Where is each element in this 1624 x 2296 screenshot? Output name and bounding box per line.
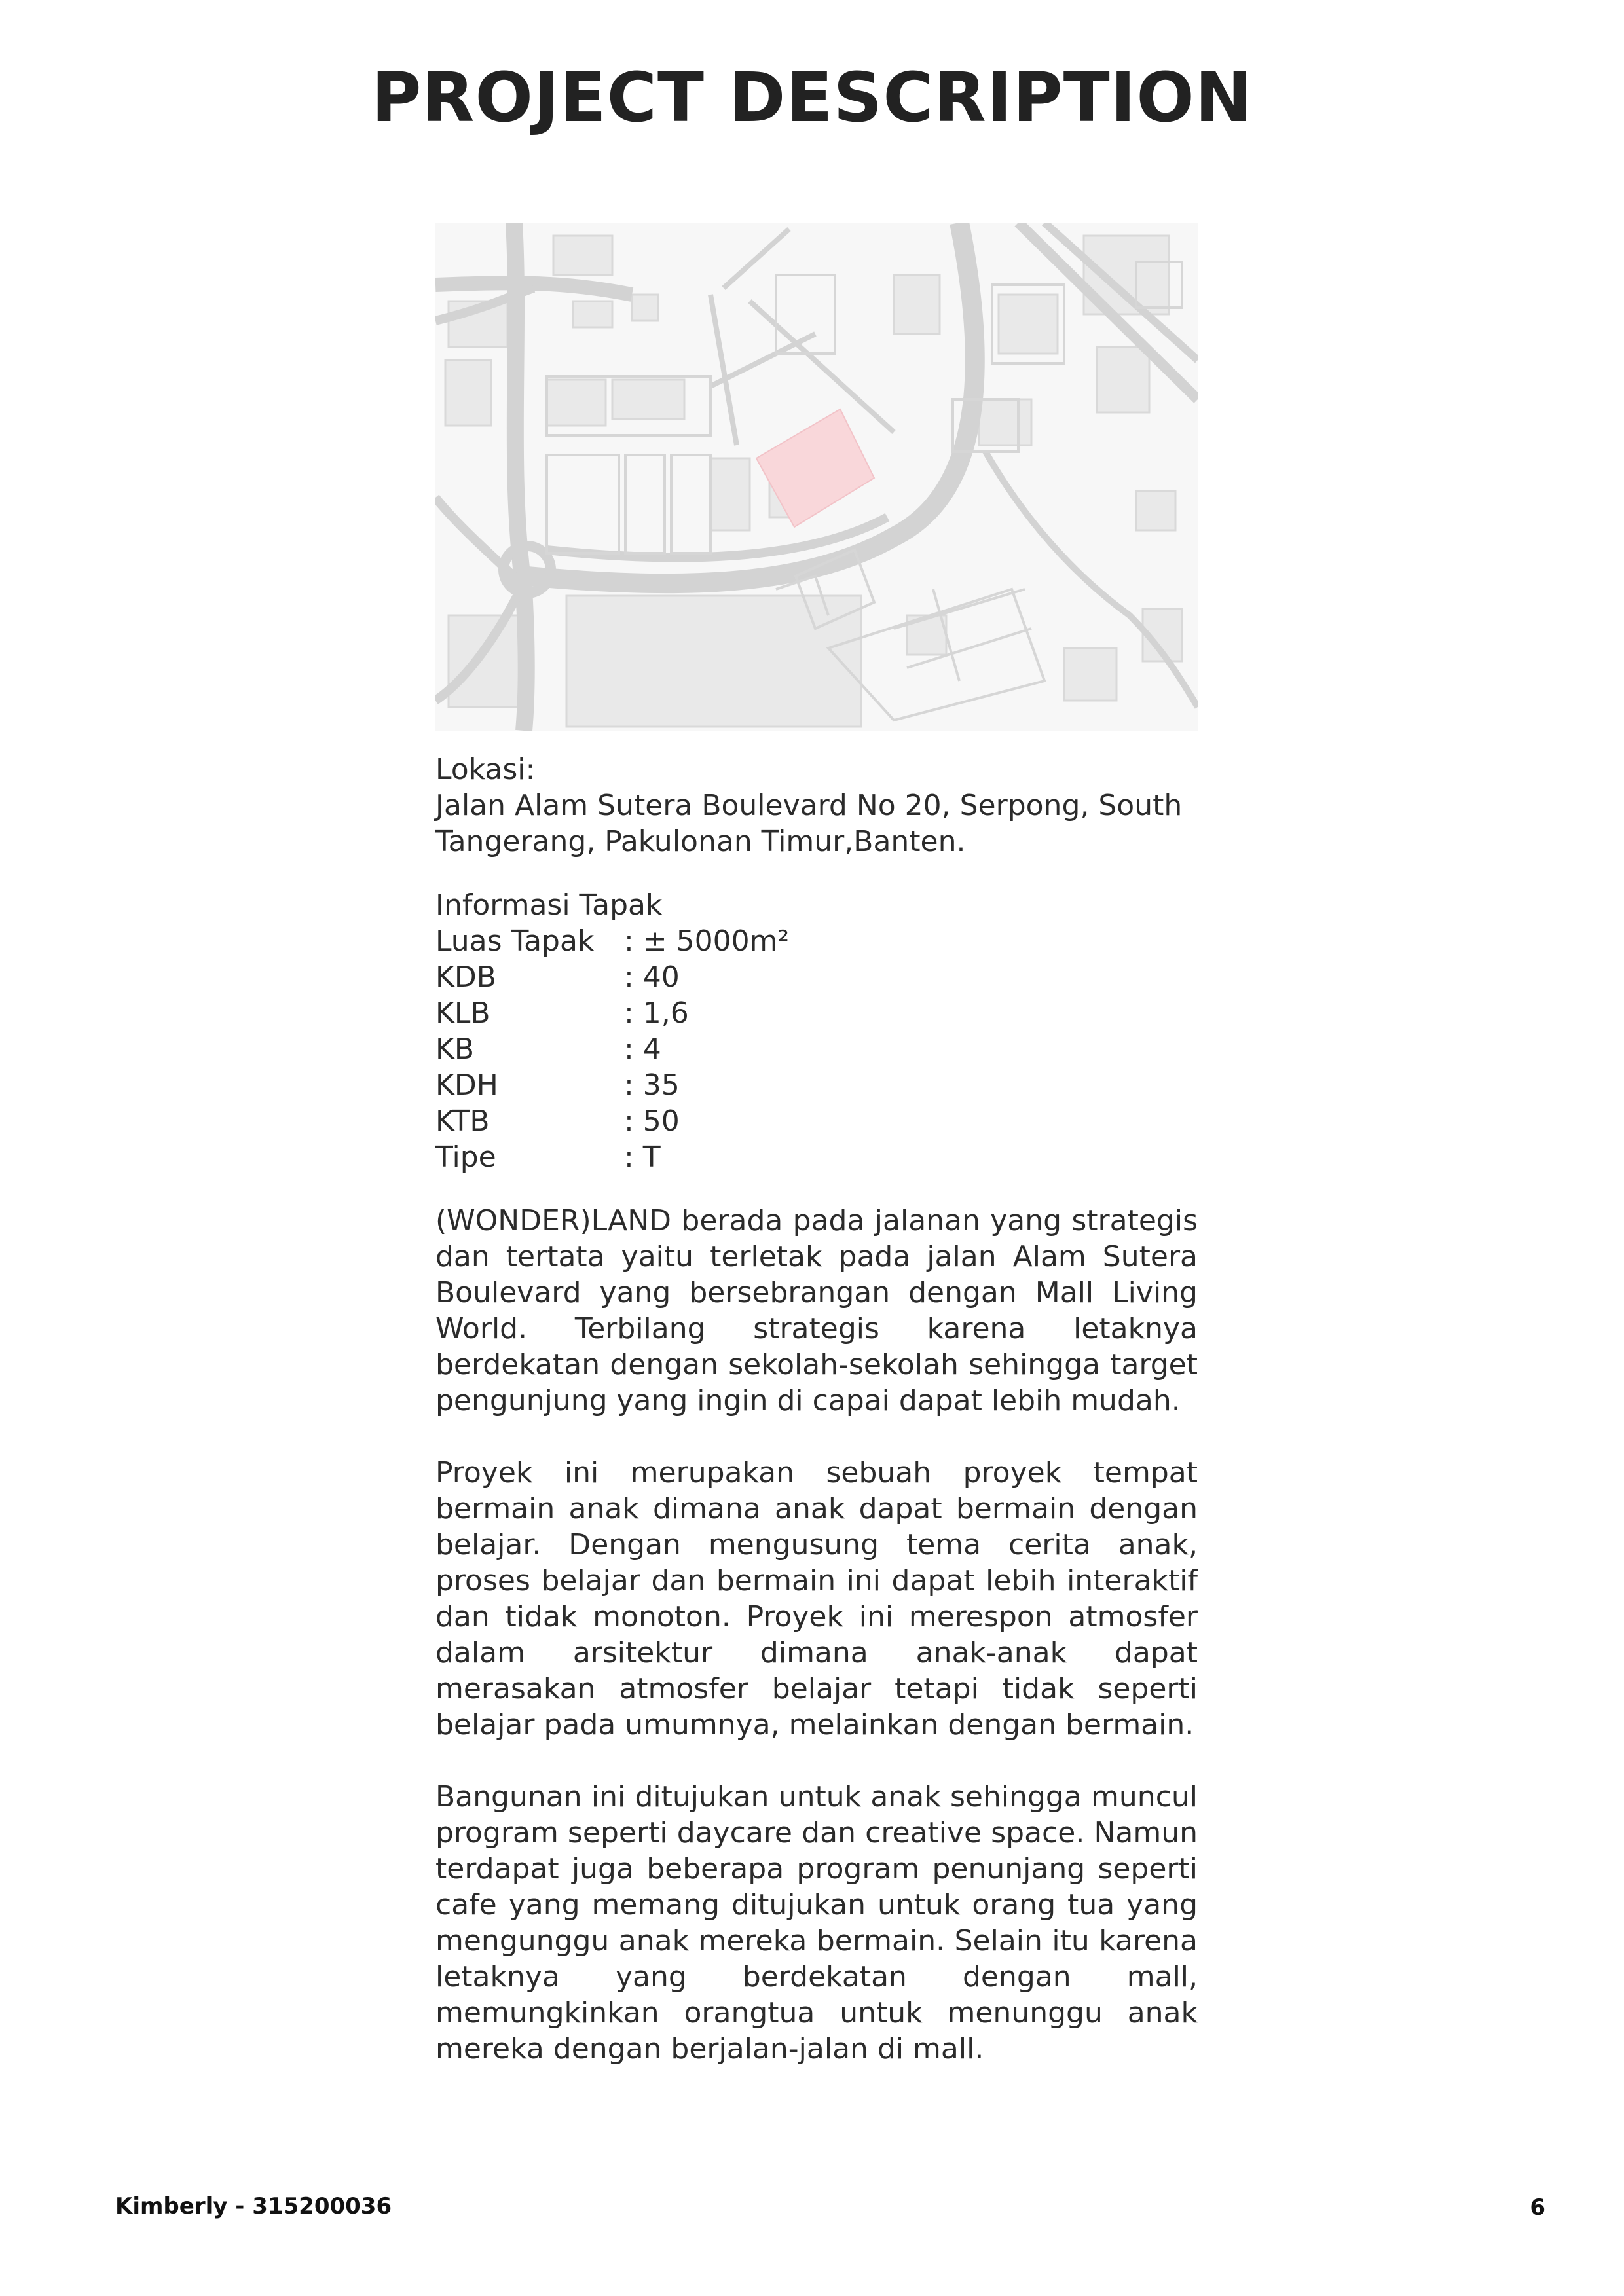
- page-title: PROJECT DESCRIPTION: [371, 58, 1253, 137]
- site-info-row: [435, 1031, 1198, 1067]
- footer-author: Kimberly - 315200036: [115, 2193, 392, 2219]
- site-info-row: [435, 959, 1198, 995]
- site-info-row: [435, 995, 1198, 1031]
- site-map-drawing: [435, 223, 1198, 731]
- site-info-row: [435, 923, 1198, 959]
- site-info-value: : ± 5000m²: [624, 924, 790, 958]
- site-info-row: [435, 1139, 1198, 1175]
- site-info-row: [435, 1067, 1198, 1103]
- location-line-2: Tangerang, Pakulonan Timur,Banten.: [435, 825, 966, 858]
- page-number: 6: [1530, 2195, 1545, 2221]
- description-content: [435, 752, 1198, 2067]
- site-info-value: : T: [624, 1140, 661, 1174]
- site-info-row: [435, 1103, 1198, 1139]
- site-info-value: : 40: [624, 960, 680, 994]
- site-info-heading: Informasi Tapak: [435, 888, 663, 922]
- site-info-key: KLB: [435, 996, 490, 1030]
- site-info-value: : 50: [624, 1104, 680, 1138]
- site-info-key: KTB: [435, 1104, 490, 1138]
- site-info-key: Luas Tapak: [435, 924, 595, 958]
- description-paragraph-2: Proyek ini merupakan sebuah proyek tempat bermain anak dimana anak dapat bermain dengan belajar. Dengan mengusung tema cerita anak, proses belajar dan bermain ini dapat lebih interaktif dan tidak monoton. Proyek ini merespon atmosfer dalam arsitektur dimana anak-anak dapat merasakan atmosfer belajar tetapi tidak seperti belajar pada umumnya, melainkan dengan bermain.: [435, 1456, 1198, 1741]
- site-info-table: [435, 923, 1198, 1175]
- site-map: [435, 223, 1198, 731]
- site-info-value: : 4: [624, 1032, 661, 1066]
- site-info-value: : 35: [624, 1068, 680, 1102]
- site-info-value: : 1,6: [624, 996, 689, 1030]
- site-info-key: KDH: [435, 1068, 498, 1102]
- site-info-key: KB: [435, 1032, 475, 1066]
- site-info-key: Tipe: [435, 1140, 496, 1174]
- description-paragraph-1: (WONDER)LAND berada pada jalanan yang strategis dan tertata yaitu terletak pada jalan Alam Sutera Boulevard yang bersebrangan dengan Mall Living World. Terbilang strategis karena letaknya berdekatan dengan sekolah-sekolah sehingga target pengunjung yang ingin di capai dapat lebih mudah.: [435, 1204, 1198, 1417]
- site-info-key: KDB: [435, 960, 496, 994]
- location-line-1: Jalan Alam Sutera Boulevard No 20, Serpong, South: [435, 789, 1183, 822]
- description-paragraph-3: Bangunan ini ditujukan untuk anak sehingga muncul program seperti daycare dan creative space. Namun terdapat juga beberapa program penunjang seperti cafe yang memang ditujukan untuk orang tua yang mengunggu anak mereka bermain. Selain itu karena letaknya yang berdekatan dengan mall, memungkinkan orangtua untuk menunggu anak mereka dengan berjalan-jalan di mall.: [435, 1780, 1198, 2066]
- location-label: Lokasi:: [435, 753, 536, 786]
